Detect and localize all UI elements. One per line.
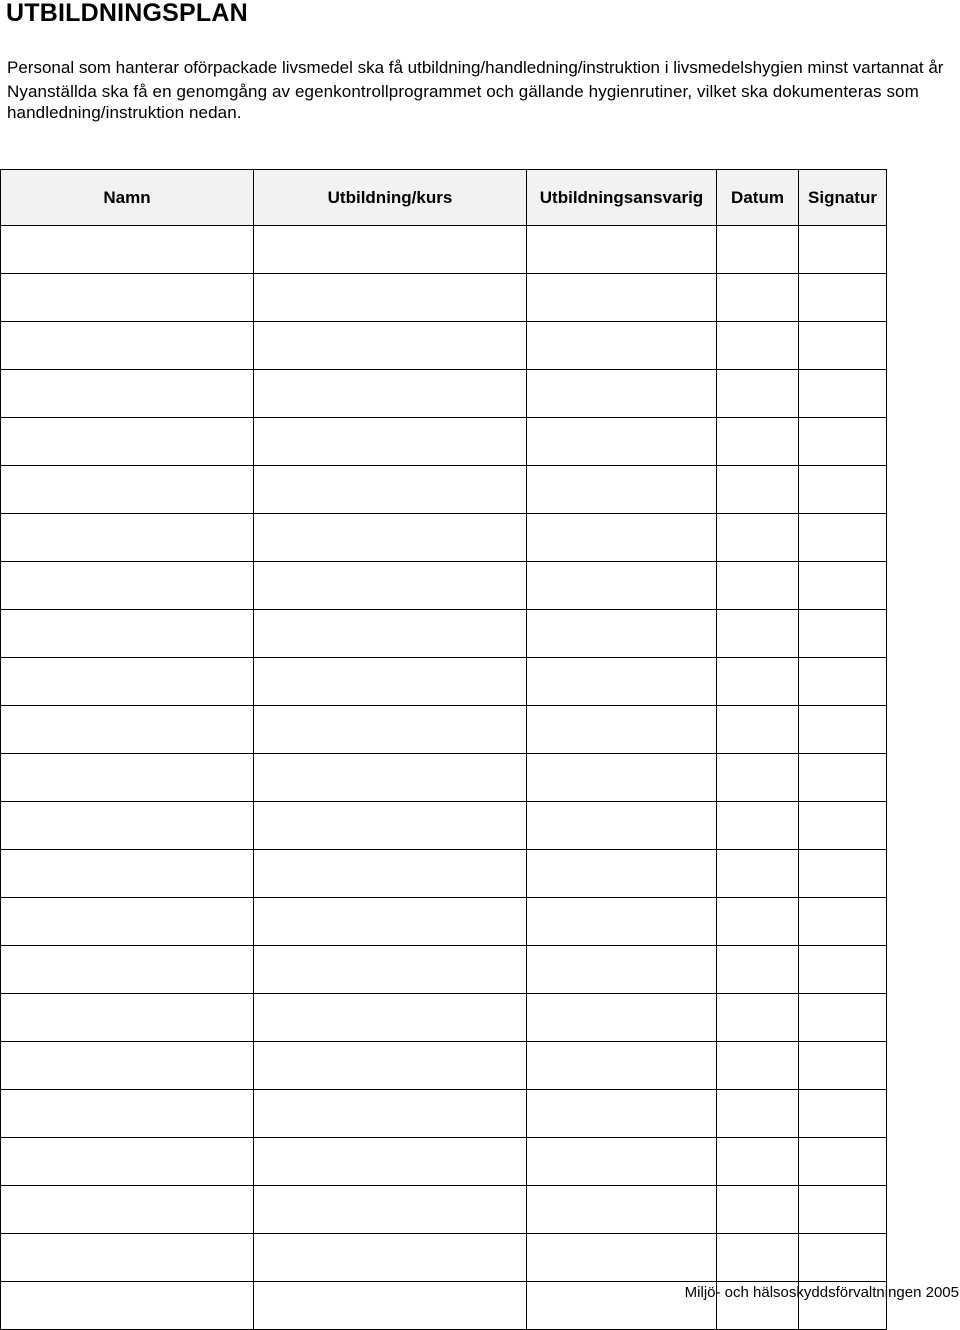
cell-datum[interactable] — [717, 370, 799, 418]
cell-signatur[interactable] — [799, 226, 887, 274]
cell-namn[interactable] — [1, 274, 254, 322]
cell-signatur[interactable] — [799, 850, 887, 898]
intro-paragraph-new-employees: Nyanställda ska få en genomgång av egenkontrollprogrammet och gällande hygienrutiner, vilket ska dokumenteras som handledning/instruktion nedan. — [7, 82, 919, 122]
cell-namn[interactable] — [1, 1234, 254, 1282]
cell-namn[interactable] — [1, 370, 254, 418]
table-row — [1, 226, 887, 274]
cell-ansvarig[interactable] — [527, 658, 717, 706]
cell-utbildning[interactable] — [254, 1042, 527, 1090]
cell-utbildning[interactable] — [254, 946, 527, 994]
cell-ansvarig[interactable] — [527, 850, 717, 898]
cell-datum[interactable] — [717, 226, 799, 274]
cell-utbildning[interactable] — [254, 1282, 527, 1330]
intro-text — [7, 57, 959, 123]
cell-datum[interactable] — [717, 466, 799, 514]
cell-ansvarig[interactable] — [527, 1090, 717, 1138]
cell-utbildning[interactable] — [254, 226, 527, 274]
cell-utbildning[interactable] — [254, 1234, 527, 1282]
cell-datum[interactable] — [717, 1234, 799, 1282]
cell-ansvarig[interactable] — [527, 802, 717, 850]
cell-datum[interactable] — [717, 706, 799, 754]
cell-utbildning[interactable] — [254, 514, 527, 562]
cell-signatur[interactable] — [799, 1042, 887, 1090]
cell-ansvarig[interactable] — [527, 706, 717, 754]
cell-utbildning[interactable] — [254, 994, 527, 1042]
cell-datum[interactable] — [717, 754, 799, 802]
cell-signatur[interactable] — [799, 370, 887, 418]
table-row — [1, 994, 887, 1042]
cell-utbildning[interactable] — [254, 562, 527, 610]
intro-paragraph-training-requirement: Personal som hanterar oförpackade livsmedel ska få utbildning/handledning/instruktion i livsmedelshygien minst vartannat år — [7, 58, 944, 77]
cell-signatur[interactable] — [799, 514, 887, 562]
cell-utbildning[interactable] — [254, 754, 527, 802]
cell-signatur[interactable] — [799, 274, 887, 322]
column-header-namn: Namn — [1, 170, 254, 226]
cell-signatur[interactable] — [799, 1090, 887, 1138]
table-row — [1, 466, 887, 514]
cell-utbildning[interactable] — [254, 322, 527, 370]
cell-namn[interactable] — [1, 898, 254, 946]
footer-organization: Miljö- och hälsoskyddsförvaltningen 2005 — [684, 1284, 959, 1301]
cell-namn[interactable] — [1, 706, 254, 754]
cell-datum[interactable] — [717, 514, 799, 562]
cell-namn[interactable] — [1, 322, 254, 370]
cell-namn[interactable] — [1, 1138, 254, 1186]
cell-ansvarig[interactable] — [527, 946, 717, 994]
table-row — [1, 1138, 887, 1186]
cell-signatur[interactable] — [799, 802, 887, 850]
cell-namn[interactable] — [1, 1186, 254, 1234]
cell-signatur[interactable] — [799, 466, 887, 514]
table-row — [1, 754, 887, 802]
cell-datum[interactable] — [717, 322, 799, 370]
cell-namn[interactable] — [1, 466, 254, 514]
column-header-utbildning-kurs: Utbildning/kurs — [254, 170, 527, 226]
cell-namn[interactable] — [1, 1090, 254, 1138]
table-row — [1, 610, 887, 658]
page-title: UTBILDNINGSPLAN — [6, 0, 248, 27]
cell-datum[interactable] — [717, 850, 799, 898]
cell-signatur[interactable] — [799, 1234, 887, 1282]
cell-signatur[interactable] — [799, 1186, 887, 1234]
cell-signatur[interactable] — [799, 610, 887, 658]
cell-namn[interactable] — [1, 418, 254, 466]
cell-namn[interactable] — [1, 658, 254, 706]
column-header-signatur: Signatur — [799, 170, 887, 226]
column-header-utbildningsansvarig: Utbildningsansvarig — [527, 170, 717, 226]
cell-ansvarig[interactable] — [527, 1234, 717, 1282]
cell-ansvarig[interactable] — [527, 322, 717, 370]
cell-datum[interactable] — [717, 898, 799, 946]
cell-namn[interactable] — [1, 802, 254, 850]
table-row — [1, 850, 887, 898]
cell-ansvarig[interactable] — [527, 418, 717, 466]
cell-utbildning[interactable] — [254, 706, 527, 754]
table-row — [1, 946, 887, 994]
cell-ansvarig[interactable] — [527, 274, 717, 322]
cell-utbildning[interactable] — [254, 274, 527, 322]
table-row — [1, 802, 887, 850]
training-plan-table — [0, 169, 887, 1330]
cell-ansvarig[interactable] — [527, 1042, 717, 1090]
cell-namn[interactable] — [1, 850, 254, 898]
cell-signatur[interactable] — [799, 322, 887, 370]
cell-utbildning[interactable] — [254, 370, 527, 418]
table-row — [1, 1234, 887, 1282]
cell-utbildning[interactable] — [254, 466, 527, 514]
cell-signatur[interactable] — [799, 706, 887, 754]
cell-signatur[interactable] — [799, 562, 887, 610]
table-row — [1, 322, 887, 370]
cell-ansvarig[interactable] — [527, 754, 717, 802]
table-row — [1, 370, 887, 418]
cell-utbildning[interactable] — [254, 1138, 527, 1186]
cell-ansvarig[interactable] — [527, 610, 717, 658]
cell-signatur[interactable] — [799, 994, 887, 1042]
cell-utbildning[interactable] — [254, 1090, 527, 1138]
cell-datum[interactable] — [717, 802, 799, 850]
table-body — [1, 226, 887, 1330]
cell-ansvarig[interactable] — [527, 466, 717, 514]
cell-signatur[interactable] — [799, 946, 887, 994]
column-header-datum: Datum — [717, 170, 799, 226]
table-row — [1, 274, 887, 322]
cell-namn[interactable] — [1, 946, 254, 994]
table-row — [1, 1090, 887, 1138]
table-header-row — [1, 170, 887, 226]
cell-namn[interactable] — [1, 514, 254, 562]
cell-signatur[interactable] — [799, 658, 887, 706]
cell-datum[interactable] — [717, 418, 799, 466]
cell-utbildning[interactable] — [254, 850, 527, 898]
cell-namn[interactable] — [1, 994, 254, 1042]
cell-utbildning[interactable] — [254, 610, 527, 658]
cell-namn[interactable] — [1, 1042, 254, 1090]
table-row — [1, 418, 887, 466]
cell-datum[interactable] — [717, 1186, 799, 1234]
table-row — [1, 562, 887, 610]
cell-ansvarig[interactable] — [527, 994, 717, 1042]
cell-signatur[interactable] — [799, 754, 887, 802]
table-row — [1, 898, 887, 946]
cell-datum[interactable] — [717, 274, 799, 322]
cell-ansvarig[interactable] — [527, 1138, 717, 1186]
cell-datum[interactable] — [717, 562, 799, 610]
cell-namn[interactable] — [1, 226, 254, 274]
cell-ansvarig[interactable] — [527, 562, 717, 610]
cell-datum[interactable] — [717, 610, 799, 658]
cell-ansvarig[interactable] — [527, 226, 717, 274]
cell-ansvarig[interactable] — [527, 370, 717, 418]
cell-utbildning[interactable] — [254, 898, 527, 946]
cell-namn[interactable] — [1, 754, 254, 802]
cell-datum[interactable] — [717, 1042, 799, 1090]
cell-utbildning[interactable] — [254, 1186, 527, 1234]
cell-utbildning[interactable] — [254, 802, 527, 850]
cell-datum[interactable] — [717, 1090, 799, 1138]
cell-signatur[interactable] — [799, 418, 887, 466]
table-row — [1, 658, 887, 706]
cell-ansvarig[interactable] — [527, 898, 717, 946]
cell-datum[interactable] — [717, 1138, 799, 1186]
table-row — [1, 706, 887, 754]
cell-namn[interactable] — [1, 562, 254, 610]
cell-ansvarig[interactable] — [527, 514, 717, 562]
cell-datum[interactable] — [717, 658, 799, 706]
cell-namn[interactable] — [1, 610, 254, 658]
cell-datum[interactable] — [717, 994, 799, 1042]
table-row — [1, 1186, 887, 1234]
cell-namn[interactable] — [1, 1282, 254, 1330]
table-row — [1, 1042, 887, 1090]
cell-utbildning[interactable] — [254, 658, 527, 706]
cell-ansvarig[interactable] — [527, 1186, 717, 1234]
cell-signatur[interactable] — [799, 1138, 887, 1186]
cell-datum[interactable] — [717, 946, 799, 994]
cell-utbildning[interactable] — [254, 418, 527, 466]
cell-signatur[interactable] — [799, 898, 887, 946]
table-row — [1, 514, 887, 562]
